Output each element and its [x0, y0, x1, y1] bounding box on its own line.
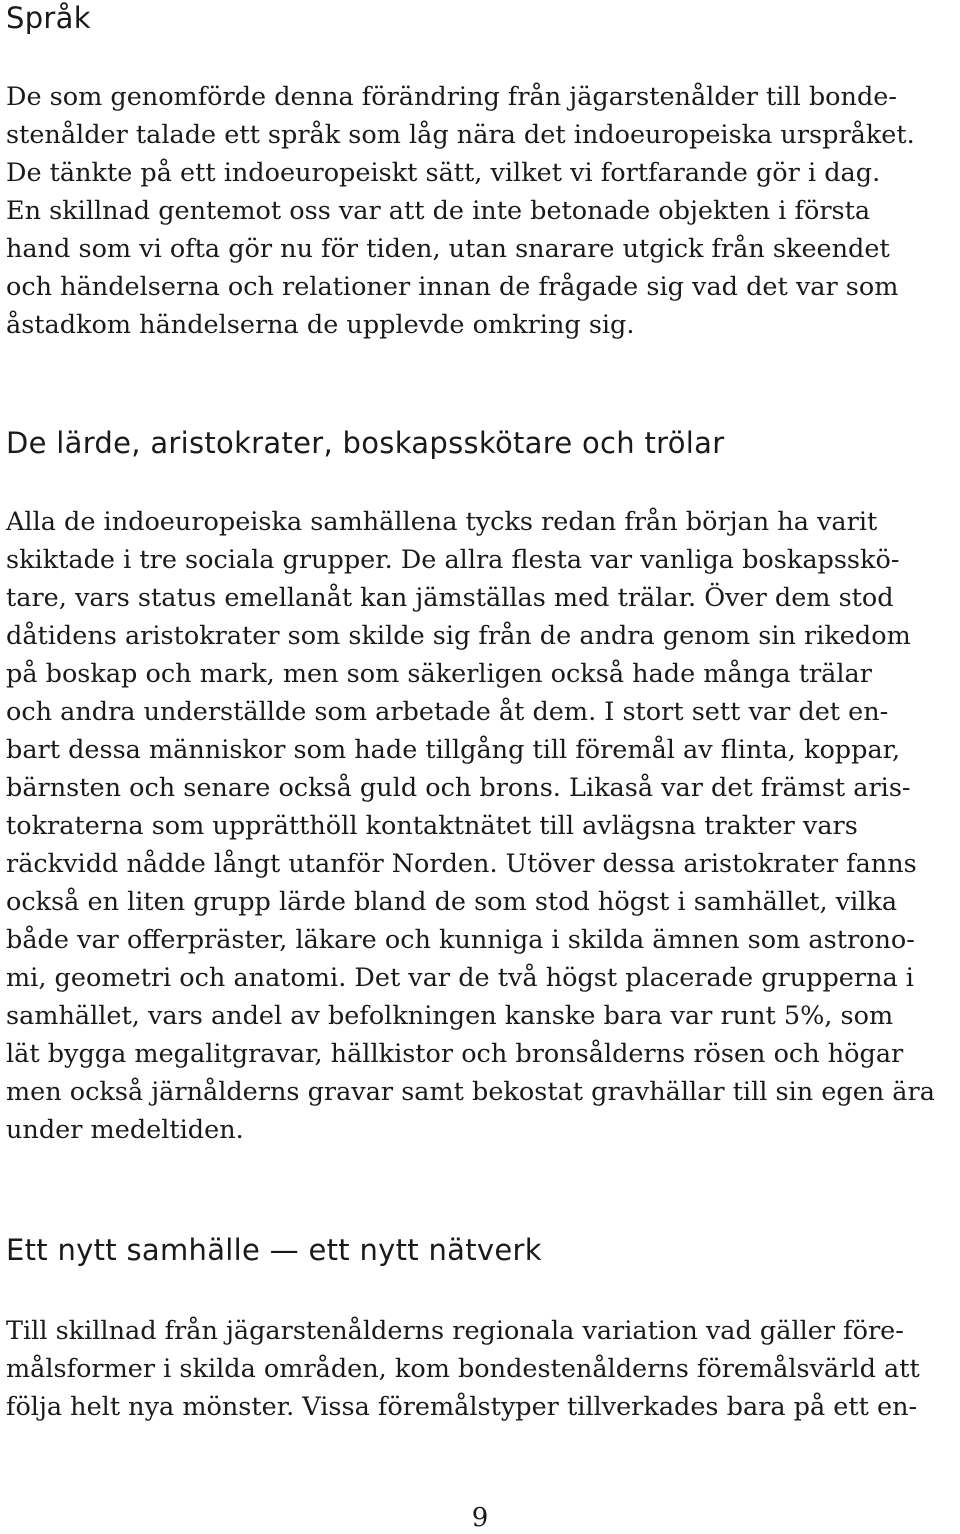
text-line: hand som vi ofta gör nu för tiden, utan snarare utgick från skeendet [6, 234, 890, 264]
text-line: tokraterna som upprätthöll kontaktnätet till avlägsna trakter vars [6, 811, 858, 841]
text-line: mi, geometri och anatomi. Det var de två högst placerade grupperna i [6, 963, 914, 993]
text-line: stenålder talade ett språk som låg nära det indoeuropeiska urspråket. [6, 120, 915, 150]
text-line: skiktade i tre sociala grupper. De allra flesta var vanliga boskapsskö- [6, 545, 900, 575]
text-line: En skillnad gentemot oss var att de inte betonade objekten i första [6, 196, 871, 226]
section-heading-social-groups: De lärde, aristokrater, boskapsskötare och trölar [6, 426, 725, 460]
text-line: De tänkte på ett indoeuropeiskt sätt, vilket vi fortfarande gör i dag. [6, 158, 881, 188]
section-heading-sprak: Språk [6, 1, 91, 35]
section-paragraph-new-network [6, 1312, 920, 1426]
text-line: samhället, vars andel av befolkningen kanske bara var runt 5%, som [6, 1001, 894, 1031]
text-line: men också järnålderns gravar samt bekostat gravhällar till sin egen ära [6, 1077, 935, 1107]
text-line: målsformer i skilda områden, kom bondestenålderns föremålsvärld att [6, 1354, 920, 1384]
text-line: Till skillnad från jägarstenålderns regionala variation vad gäller före- [6, 1316, 904, 1346]
text-line: dåtidens aristokrater som skilde sig från de andra genom sin rikedom [6, 621, 911, 651]
text-line: De som genomförde denna förändring från jägarstenålder till bonde- [6, 82, 897, 112]
text-line: lät bygga megalitgravar, hällkistor och bronsålderns rösen och högar [6, 1039, 904, 1069]
text-line: åstadkom händelserna de upplevde omkring sig. [6, 310, 635, 340]
section-heading-new-network: Ett nytt samhälle — ett nytt nätverk [6, 1233, 542, 1267]
text-line: och händelserna och relationer innan de frågade sig vad det var som [6, 272, 899, 302]
text-line: Alla de indoeuropeiska samhällena tycks redan från början ha varit [6, 507, 878, 537]
text-line: räckvidd nådde långt utanför Norden. Utöver dessa aristokrater fanns [6, 849, 917, 879]
text-line: bart dessa människor som hade tillgång till föremål av flinta, koppar, [6, 735, 901, 765]
text-line: både var offerpräster, läkare och kunniga i skilda ämnen som astrono- [6, 925, 915, 955]
page-number: 9 [471, 1503, 489, 1533]
text-line: och andra underställde som arbetade åt dem. I stort sett var det en- [6, 697, 889, 727]
text-line: också en liten grupp lärde bland de som stod högst i samhället, vilka [6, 887, 898, 917]
text-line: på boskap och mark, men som säkerligen också hade många trälar [6, 659, 872, 689]
section-paragraph-social-groups [6, 503, 935, 1149]
section-paragraph-sprak [6, 78, 915, 344]
text-line: bärnsten och senare också guld och brons. Likaså var det främst aris- [6, 773, 911, 803]
text-line: tare, vars status emellanåt kan jämställas med trälar. Över dem stod [6, 583, 894, 613]
text-line: under medeltiden. [6, 1115, 244, 1145]
text-line: följa helt nya mönster. Vissa föremålstyper tillverkades bara på ett en- [6, 1392, 918, 1422]
